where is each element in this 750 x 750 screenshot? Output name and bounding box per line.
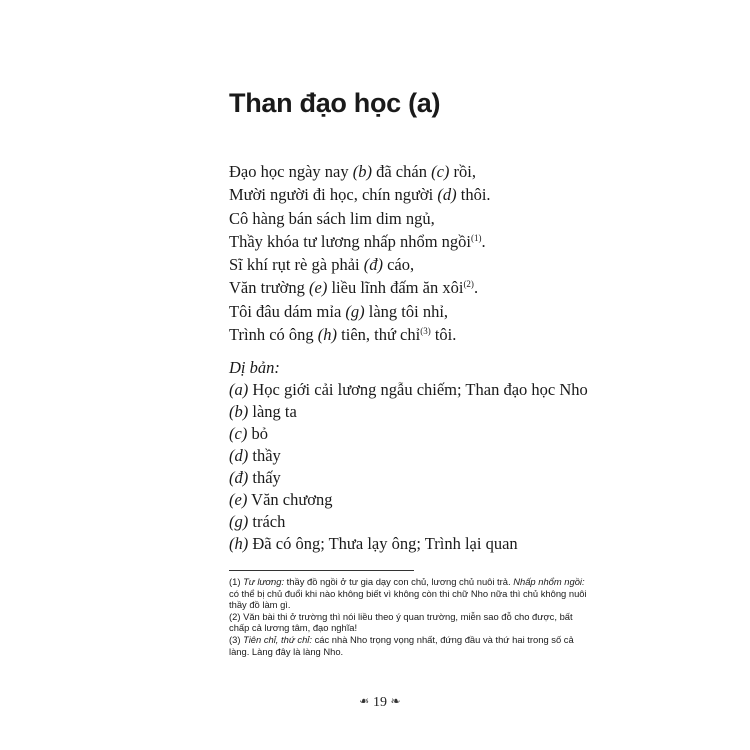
text: Đạo học ngày nay [229,162,353,181]
poem-line-1 [229,160,491,183]
variant-mark: (d) [229,446,249,465]
poem-line-5 [229,253,491,276]
text: tiên, thứ chỉ [337,325,421,345]
variant-item [229,379,588,401]
text: Tôi đâu dám mỉa [229,301,346,321]
text: rồi, [449,162,476,181]
variants-section [229,357,588,555]
variant-mark: (b) [352,162,372,181]
variant-item [229,511,588,533]
variant-mark: (c) [229,424,248,443]
variant-mark: (e) [309,278,328,298]
text: Trình có ông [229,325,318,345]
variant-mark: (d) [437,185,457,205]
variant-text: Văn chương [247,490,333,509]
footnote-ref-2: (2) [463,279,474,290]
page-number: 19 [373,695,387,710]
footnote-3 [229,634,589,657]
variant-item [229,533,588,555]
poem-line-2 [229,183,491,206]
variant-item [229,401,588,423]
text: Thầy khóa tư lương nhấp nhổm ngồi [229,231,471,251]
variant-text: bỏ [247,424,268,443]
poem-line-3: Cô hàng bán sách lim dim ngủ, [229,208,435,228]
footnote-divider [229,570,414,571]
variant-item [229,489,588,511]
footnote-text: có thể bị chủ đuổi khi nào không biết vì không còn thi chữ Nho nữa thì chủ không nuôi thầy đồ làm gì. [229,587,587,611]
text: Sĩ khí rụt rè gà phải [229,255,364,275]
footnote-term: Tư lương: [243,576,285,587]
variant-text: thầy [248,446,281,465]
text: thôi. [456,185,491,205]
text: đã chán [371,162,432,181]
poem-line-8 [229,323,491,346]
variant-item [229,423,588,445]
page-title: Than đạo học (a) [229,88,441,118]
text: . [473,278,479,298]
footnote-text: các nhà Nho trọng vọng nhất, đứng đầu và thứ hai trong số cả làng. Làng đây là làng Nho. [229,633,574,657]
footnotes [229,576,589,657]
poem [229,160,491,346]
text: cáo, [382,255,415,275]
text: liều lĩnh đấm ăn xôi [327,278,464,298]
footnote-1 [229,576,589,611]
variant-item [229,467,588,489]
variant-text: làng ta [248,402,297,421]
variant-mark: (g) [229,512,249,531]
page-number-footer [330,694,430,711]
ornament-right-icon: ❧ [390,694,401,708]
text: tôi. [430,325,457,345]
footnote-text: thầy đồ ngồi ở tư gia dạy con chủ, lương chủ nuôi trả. [284,576,514,587]
text: . [481,231,486,251]
variant-mark: (a) [229,380,249,399]
text: làng tôi nhỉ, [364,301,449,321]
footnote-ref-1: (1) [471,232,482,243]
variant-text: Học giới cải lương ngẫu chiếm; Than đạo học Nho [248,380,588,399]
poem-line-4 [229,230,491,253]
poem-line-6 [229,276,491,299]
footnote-term: Nhấp nhổm ngồi: [513,576,585,587]
footnote-ref-3: (3) [420,326,431,337]
variant-mark: (e) [229,490,248,509]
variant-mark: (g) [345,301,365,321]
variant-text: trách [248,512,286,531]
variant-mark: (đ) [363,255,383,275]
variant-mark: (đ) [229,468,249,487]
ornament-left-icon: ❧ [359,694,370,708]
footnote-number: (3) [229,633,244,645]
footnote-term: Tiên chỉ, thứ chỉ: [243,633,312,645]
variant-item [229,445,588,467]
variant-text: thấy [248,468,281,487]
poem-line-7 [229,300,491,323]
footnote-2: (2) Văn bài thi ở trường thì nói liều theo ý quan trường, miễn sao đỗ cho được, bất chấp cả lương tâm, đạo nghĩa! [229,610,573,634]
variant-text: Đã có ông; Thưa lạy ông; Trình lại quan [248,534,518,553]
variants-heading: Dị bản: [229,358,280,377]
variant-mark: (c) [431,162,450,181]
text: Mười người đi học, chín người [229,185,438,205]
variant-mark: (h) [229,534,249,553]
variant-mark: (h) [317,325,338,345]
text: Văn trường [229,278,309,298]
footnote-number: (1) [229,576,244,587]
variant-mark: (b) [229,402,249,421]
